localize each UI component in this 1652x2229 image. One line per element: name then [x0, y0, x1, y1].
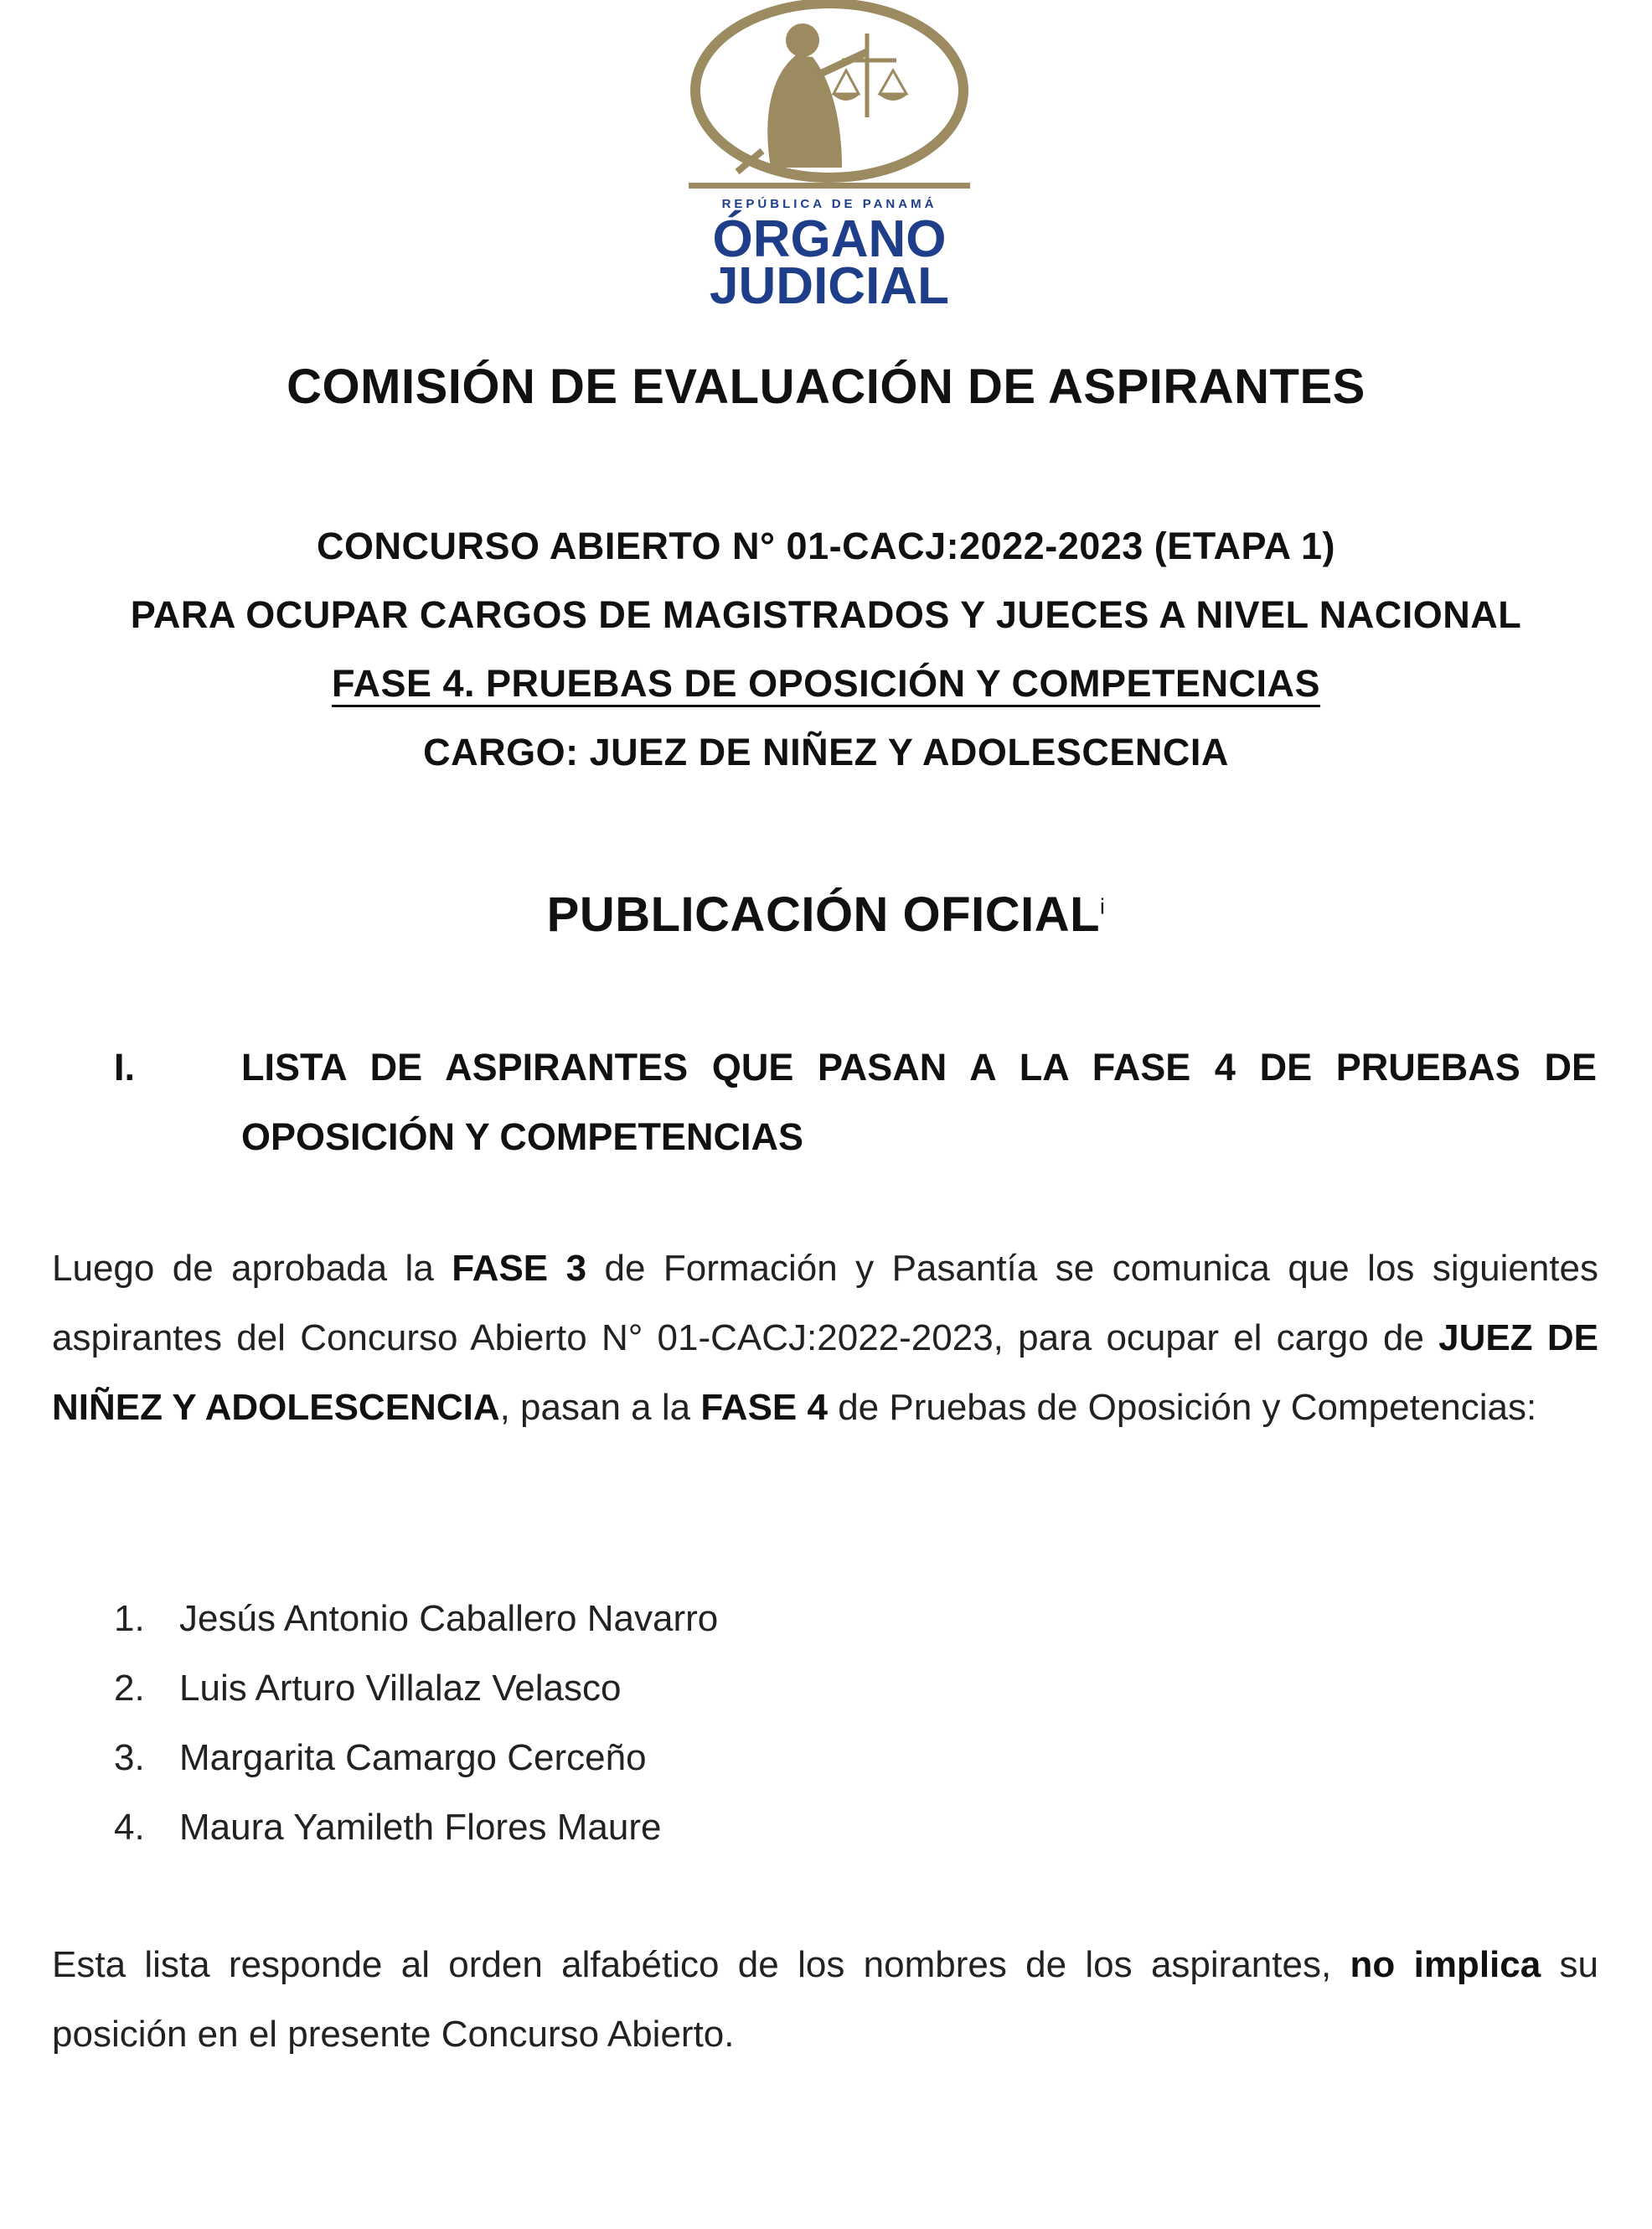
publication-label: PUBLICACIÓN OFICIAL: [546, 887, 1101, 942]
list-number: 4.: [114, 1807, 145, 1848]
section-title: LISTA DE ASPIRANTES QUE PASAN A LA FASE 4 DE PRUEBAS DE OPOSICIÓN Y COMPETENCIAS: [241, 1046, 1597, 1158]
intro-bold-position: JUEZ DE NIÑEZ Y ADOLESCENCIA: [52, 1317, 1598, 1428]
footnote-marker: i: [1100, 893, 1106, 919]
list-number: 3.: [114, 1737, 145, 1778]
candidate-name: Maura Yamileth Flores Maure: [179, 1807, 662, 1848]
phase-title: FASE 4. PRUEBAS DE OPOSICIÓN Y COMPETENCIAS: [331, 662, 1321, 705]
logo-line1: ÓRGANO: [712, 210, 947, 268]
closing-text-1: Esta lista responde al orden alfabético de los nombres de los aspirantes,: [52, 1944, 1350, 1985]
section-number: I.: [114, 1046, 136, 1089]
candidate-name: Luis Arturo Villalaz Velasco: [179, 1668, 622, 1709]
closing-text-2: su posición en el presente Concurso Abierto.: [52, 1944, 1598, 2055]
position-title: CARGO: JUEZ DE NIÑEZ Y ADOLESCENCIA: [423, 731, 1229, 773]
intro-paragraph: [52, 1233, 1598, 1442]
candidate-name: Margarita Camargo Cerceño: [179, 1737, 647, 1778]
intro-text-4: de Pruebas de Oposición y Competencias:: [827, 1387, 1537, 1428]
intro-bold-phase3: FASE 3: [452, 1248, 587, 1289]
intro-bold-phase4: FASE 4: [700, 1387, 828, 1428]
list-number: 2.: [114, 1668, 145, 1709]
intro-text-1: Luego de aprobada la: [52, 1248, 452, 1289]
publication-title: [0, 887, 1652, 943]
list-number: 1.: [114, 1598, 145, 1639]
intro-text-2: de Formación y Pasantía se comunica que los siguientes aspirantes del Concurso Abierto N° 01-CACJ:2022-2023, para ocupar el cargo de: [52, 1248, 1598, 1358]
contest-title: CONCURSO ABIERTO N° 01-CACJ:2022-2023 (ETAPA 1): [317, 525, 1335, 567]
purpose-title: PARA OCUPAR CARGOS DE MAGISTRADOS Y JUECES A NIVEL NACIONAL: [130, 593, 1522, 636]
logo-top-text: REPÚBLICA DE PANAMÁ: [721, 197, 937, 211]
commission-title: COMISIÓN DE EVALUACIÓN DE ASPIRANTES: [287, 359, 1365, 414]
candidate-name: Jesús Antonio Caballero Navarro: [179, 1598, 719, 1639]
closing-paragraph: [52, 1930, 1598, 2069]
closing-bold: no implica: [1350, 1944, 1541, 1985]
logo-line2: JUDICIAL: [710, 257, 949, 310]
intro-text-3: , pasan a la: [499, 1387, 701, 1428]
organo-judicial-logo: [670, 0, 989, 310]
